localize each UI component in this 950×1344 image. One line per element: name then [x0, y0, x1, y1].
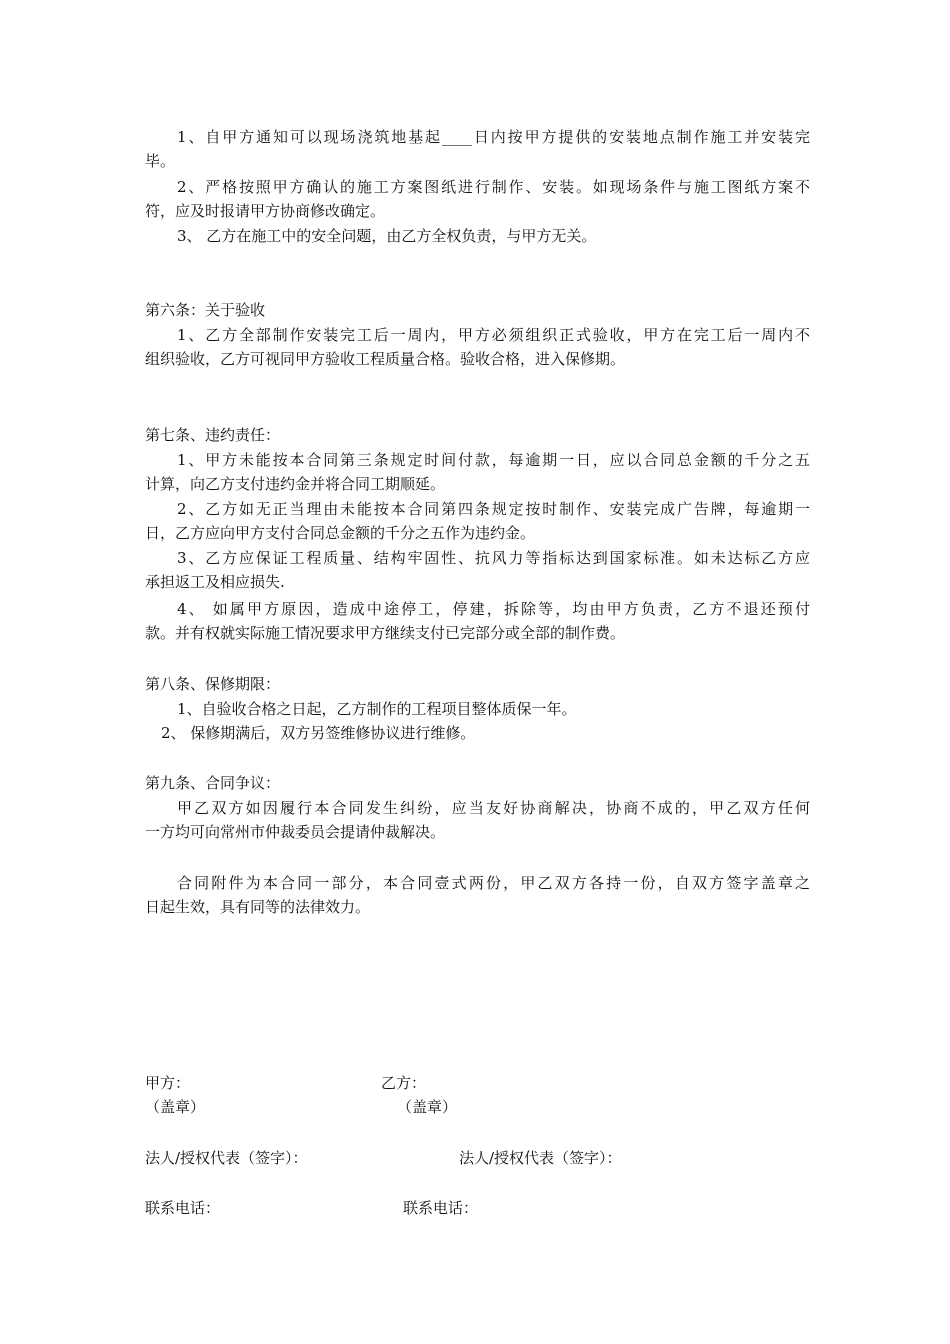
s7-item1-line2: 计算，向乙方支付违约金并将合同工期顺延。 — [145, 475, 446, 493]
s6-item1-line2: 组织验收，乙方可视同甲方验收工程质量合格。验收合格，进入保修期。 — [145, 350, 626, 368]
s5-item2-line2: 符，应及时报请甲方协商修改确定。 — [145, 202, 386, 220]
s7-item4-line1: 4、 如属甲方原因，造成中途停工，停建，拆除等，均由甲方负责，乙方不退还预付 — [177, 600, 810, 618]
s6-heading: 第六条：关于验收 — [145, 301, 266, 319]
party-b-label: 乙方： — [381, 1074, 427, 1092]
s7-item4-line2: 款。并有权就实际施工情况要求甲方继续支付已完部分或全部的制作费。 — [145, 624, 626, 642]
closing-line1: 合同附件为本合同一部分，本合同壹式两份，甲乙双方各持一份，自双方签字盖章之 — [177, 874, 810, 892]
s8-heading: 第八条、保修期限： — [145, 675, 281, 693]
party-a-label: 甲方： — [145, 1074, 191, 1092]
party-a-representative: 法人/授权代表（签字）： — [145, 1149, 308, 1167]
s5-item2-line1: 2、严格按照甲方确认的施工方案图纸进行制作、安装。如现场条件与施工图纸方案不 — [177, 178, 810, 196]
s9-para-line2: 一方均可向常州市仲裁委员会提请仲裁解决。 — [145, 823, 446, 841]
party-b-representative: 法人/授权代表（签字）： — [459, 1149, 622, 1167]
party-a-seal: （盖章） — [145, 1098, 206, 1116]
s6-item1-line1: 1、乙方全部制作安装完工后一周内，甲方必须组织正式验收，甲方在完工后一周内不 — [177, 326, 810, 344]
s8-item1: 1、自验收合格之日起，乙方制作的工程项目整体质保一年。 — [177, 700, 577, 718]
party-b-phone: 联系电话： — [403, 1199, 479, 1217]
s7-item2-line2: 日，乙方应向甲方支付合同总金额的千分之五作为违约金。 — [145, 524, 536, 542]
s7-item3-line1: 3、乙方应保证工程质量、结构牢固性、抗风力等指标达到国家标准。如未达标乙方应 — [177, 549, 810, 567]
s9-heading: 第九条、合同争议： — [145, 774, 281, 792]
s5-item3: 3、 乙方在施工中的安全问题，由乙方全权负责，与甲方无关。 — [177, 227, 597, 245]
s7-item1-line1: 1、甲方未能按本合同第三条规定时间付款，每逾期一日，应以合同总金额的千分之五 — [177, 451, 810, 469]
s7-item3-line2: 承担返工及相应损失. — [145, 573, 285, 591]
s9-para-line1: 甲乙双方如因履行本合同发生纠纷，应当友好协商解决，协商不成的，甲乙双方任何 — [177, 799, 810, 817]
party-a-phone: 联系电话： — [145, 1199, 221, 1217]
party-b-seal: （盖章） — [397, 1098, 458, 1116]
s7-item2-line1: 2、乙方如无正当理由未能按本合同第四条规定按时制作、安装完成广告牌，每逾期一 — [177, 500, 810, 518]
closing-line2: 日起生效，具有同等的法律效力。 — [145, 898, 371, 916]
s7-heading: 第七条、违约责任： — [145, 426, 281, 444]
s8-item2: 2、 保修期满后，双方另签维修协议进行维修。 — [161, 724, 476, 742]
s5-item1-line1: 1、自甲方通知可以现场浇筑地基起____日内按甲方提供的安装地点制作施工并安装完 — [177, 128, 810, 146]
s5-item1-line2: 毕。 — [145, 152, 176, 170]
